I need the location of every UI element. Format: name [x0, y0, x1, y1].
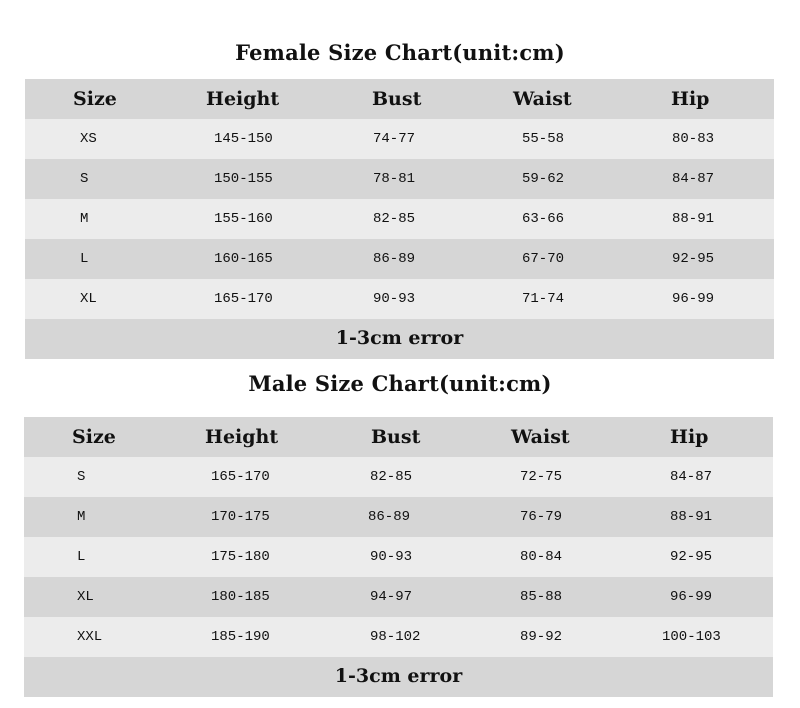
table-row — [24, 537, 773, 577]
error-note: 1-3cm error — [334, 665, 463, 687]
cell-hip: 88-91 — [672, 211, 715, 227]
cell-bust: 86-89 — [373, 251, 416, 267]
male-size-table — [24, 417, 773, 697]
table-row — [25, 159, 774, 199]
cell-waist: 55-58 — [522, 131, 565, 147]
cell-height: 145-150 — [214, 131, 273, 147]
cell-hip: 84-87 — [672, 171, 715, 187]
cell-waist: 67-70 — [522, 251, 565, 267]
cell-hip: 100-103 — [662, 629, 721, 645]
header-bust: Bust — [372, 88, 422, 110]
cell-bust: 94-97 — [370, 589, 413, 605]
cell-waist: 72-75 — [520, 469, 563, 485]
cell-height: 170-175 — [211, 509, 270, 525]
cell-size: XL — [77, 589, 94, 605]
table-row — [25, 119, 774, 159]
cell-hip: 80-83 — [672, 131, 715, 147]
cell-height: 160-165 — [214, 251, 273, 267]
cell-hip: 96-99 — [670, 589, 713, 605]
cell-bust: 86-89 — [368, 509, 411, 525]
cell-hip: 96-99 — [672, 291, 715, 307]
cell-height: 155-160 — [214, 211, 273, 227]
table-row — [24, 497, 773, 537]
male-chart-title: Male Size Chart(unit:cm) — [248, 371, 552, 396]
cell-size: XL — [80, 291, 97, 307]
cell-height: 165-170 — [211, 469, 270, 485]
header-waist: Waist — [511, 426, 570, 448]
cell-size: M — [80, 211, 89, 227]
cell-size: L — [77, 549, 86, 565]
cell-size: XXL — [77, 629, 103, 645]
cell-waist: 59-62 — [522, 171, 565, 187]
header-size: Size — [72, 426, 116, 448]
table-row — [24, 577, 773, 617]
cell-waist: 63-66 — [522, 211, 565, 227]
cell-bust: 90-93 — [370, 549, 413, 565]
cell-hip: 88-91 — [670, 509, 713, 525]
header-bust: Bust — [371, 426, 421, 448]
table-row — [25, 279, 774, 319]
header-height: Height — [206, 88, 280, 110]
cell-bust: 90-93 — [373, 291, 416, 307]
cell-waist: 71-74 — [522, 291, 565, 307]
cell-height: 165-170 — [214, 291, 273, 307]
cell-size: XS — [80, 131, 97, 147]
cell-hip: 84-87 — [670, 469, 713, 485]
cell-height: 180-185 — [211, 589, 270, 605]
table-header-row — [25, 79, 774, 119]
female-size-table — [25, 79, 774, 359]
table-row — [25, 239, 774, 279]
header-height: Height — [205, 426, 279, 448]
table-row — [24, 457, 773, 497]
cell-waist: 80-84 — [520, 549, 563, 565]
error-note: 1-3cm error — [335, 327, 464, 349]
cell-height: 175-180 — [211, 549, 270, 565]
cell-size: S — [77, 469, 86, 485]
cell-hip: 92-95 — [672, 251, 715, 267]
cell-hip: 92-95 — [670, 549, 713, 565]
cell-bust: 78-81 — [373, 171, 416, 187]
header-hip: Hip — [670, 426, 709, 448]
header-hip: Hip — [671, 88, 710, 110]
cell-waist: 85-88 — [520, 589, 563, 605]
cell-bust: 98-102 — [370, 629, 421, 645]
cell-size: M — [77, 509, 86, 525]
header-size: Size — [73, 88, 117, 110]
cell-bust: 82-85 — [370, 469, 413, 485]
table-row — [24, 617, 773, 657]
cell-bust: 82-85 — [373, 211, 416, 227]
header-waist: Waist — [513, 88, 572, 110]
table-header-row — [24, 417, 773, 457]
cell-waist: 89-92 — [520, 629, 563, 645]
female-chart-title: Female Size Chart(unit:cm) — [235, 40, 565, 65]
error-note-row — [24, 657, 773, 697]
cell-bust: 74-77 — [373, 131, 416, 147]
cell-height: 185-190 — [211, 629, 270, 645]
cell-size: L — [80, 251, 89, 267]
cell-size: S — [80, 171, 89, 187]
table-row — [25, 199, 774, 239]
cell-waist: 76-79 — [520, 509, 563, 525]
error-note-row — [25, 319, 774, 359]
cell-height: 150-155 — [214, 171, 273, 187]
